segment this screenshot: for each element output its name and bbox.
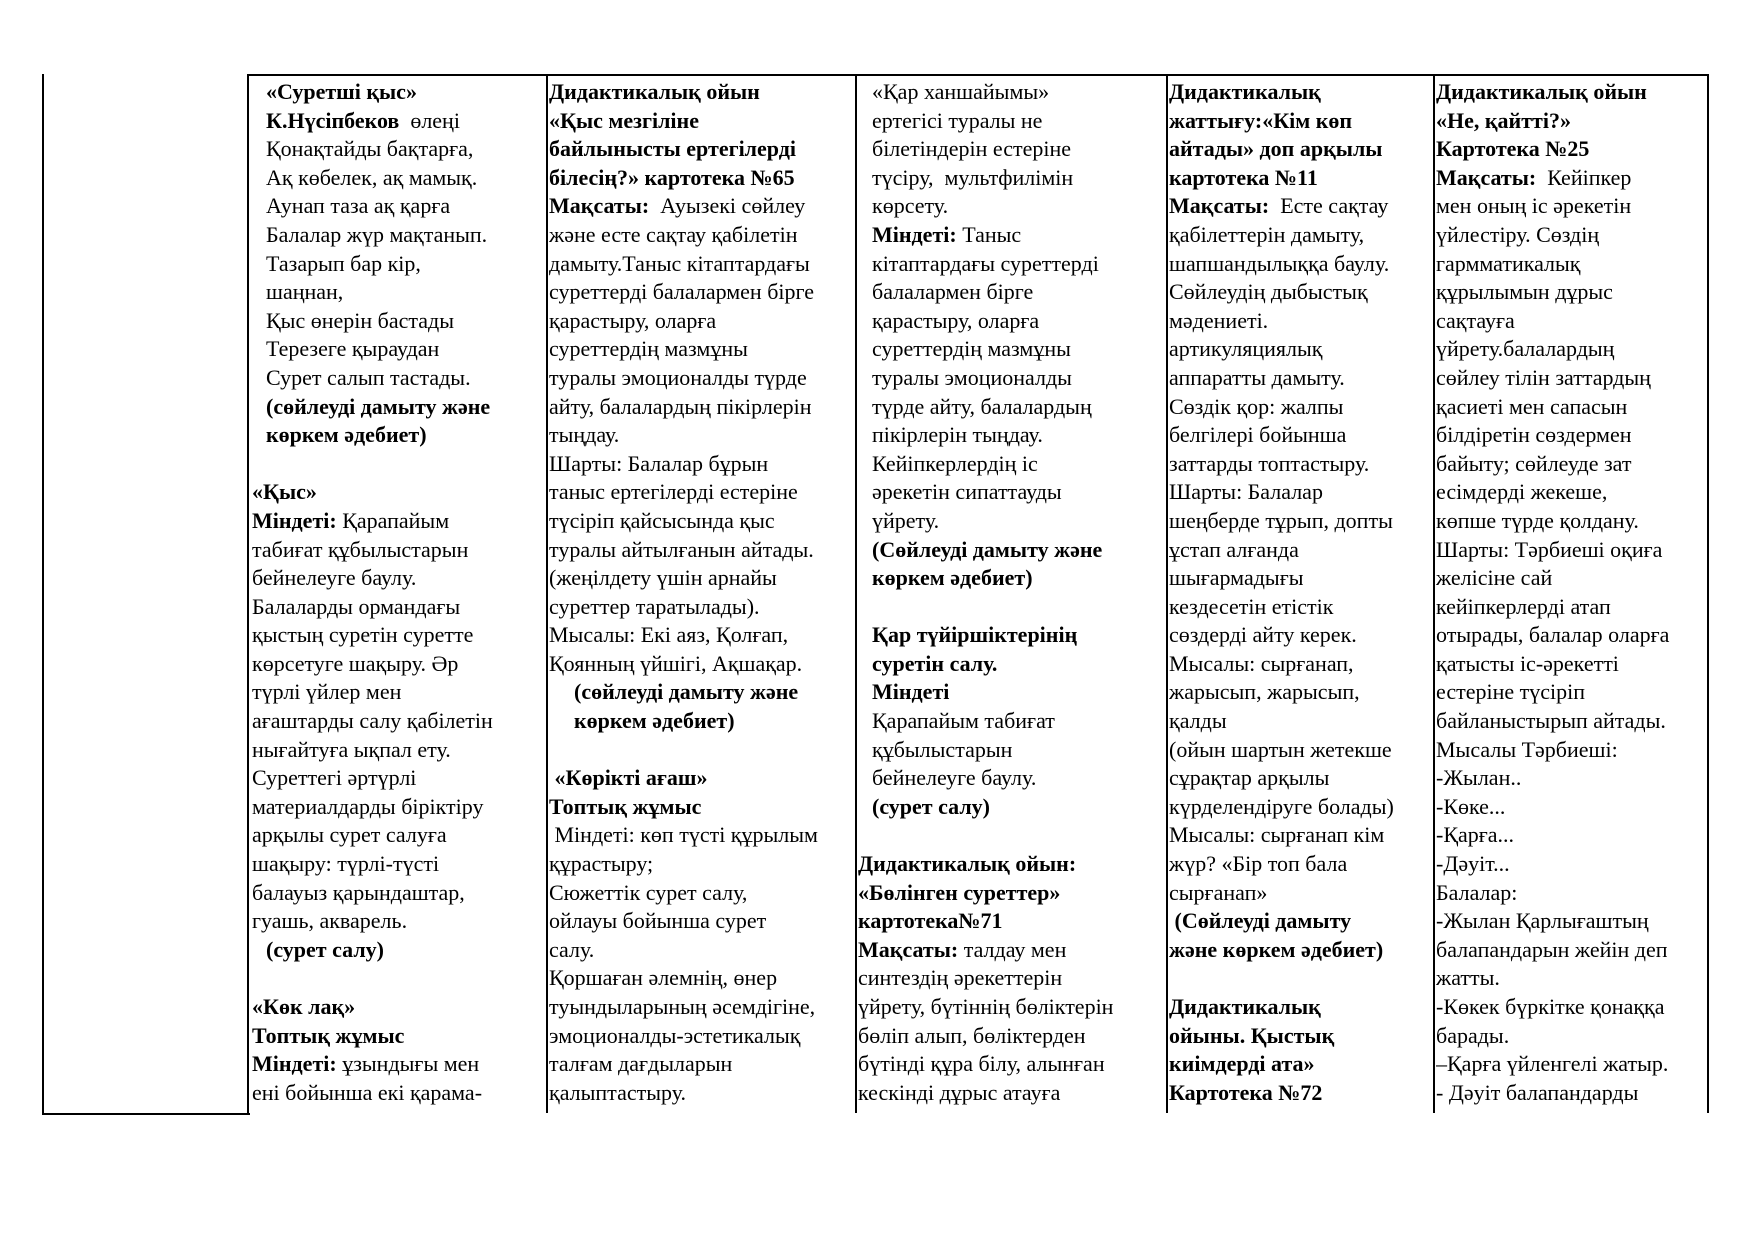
text-line: Мысалы: Екі аяз, Қолғап, — [549, 622, 789, 648]
line-text: Қарапайым — [336, 507, 450, 533]
table-left-border — [42, 74, 44, 1113]
column-divider — [546, 74, 548, 1113]
text-line — [858, 221, 1164, 250]
text-line: кездесетін етістік — [1169, 593, 1334, 619]
text-line: жаттығу:«Кім көп — [1169, 107, 1353, 133]
text-line: Қыс өнерін бастады — [266, 307, 454, 333]
column-divider — [247, 74, 249, 1113]
text-line: жарысып, жарысып, — [1169, 679, 1360, 705]
bold-label: Мақсаты: — [1436, 164, 1537, 190]
text-line: кейіпкерлерді атап — [1436, 593, 1611, 619]
table-cell-column-4 — [1169, 78, 1431, 1107]
text-line: жүр? «Бір топ бала — [1169, 851, 1348, 877]
text-line: айтады» доп арқылы — [1169, 136, 1383, 162]
text-line: Аунап таза ақ қарға — [266, 193, 451, 219]
text-line — [858, 936, 1164, 965]
text-line: сырғанап» — [1169, 879, 1268, 905]
text-line: кітаптардағы суреттерді — [872, 250, 1099, 276]
text-line: киімдерді ата» — [1169, 1051, 1315, 1077]
text-line: туралы эмоционалды — [872, 364, 1072, 390]
text-line: -Көкек бүркітке қонаққа — [1436, 994, 1665, 1019]
text-line: балауыз қарындаштар, — [252, 879, 465, 905]
text-line: көркем әдебиет) — [266, 422, 427, 448]
text-line: қарастыру, оларға — [549, 307, 717, 333]
text-line — [1169, 964, 1431, 993]
text-line: Балалар: — [1436, 879, 1518, 905]
text-line: талғам дағдыларын — [549, 1051, 733, 1077]
text-line: қыстың суретін суретте — [252, 622, 474, 648]
text-line: үйрету.балалардың — [1436, 336, 1615, 362]
text-line: Қонақтайды бақтарға, — [266, 136, 474, 162]
text-line: Қарапайым табиғат — [872, 708, 1055, 734]
bold-label: Міндеті: — [872, 221, 957, 247]
column-divider — [1166, 74, 1168, 1113]
text-line: Сөйлеудің дыбыстық — [1169, 279, 1368, 305]
table-cell-column-3 — [858, 78, 1164, 1107]
text-line: Міндеті: көп түсті құрылым — [549, 822, 818, 848]
text-line: үйрету, бүтіннің бөліктерін — [858, 994, 1114, 1019]
text-line — [1436, 164, 1706, 193]
bold-label: Міндеті: — [252, 1051, 337, 1077]
text-line: Шарты: Тәрбиеші оқиға — [1436, 536, 1663, 562]
text-line: (жеңілдету үшін арнайы — [549, 565, 777, 591]
table-right-border — [1707, 74, 1709, 1113]
text-line: отырады, балалар оларға — [1436, 622, 1670, 648]
text-line: айту, балалардың пікірлерін — [549, 393, 812, 419]
text-line: -Жылан.. — [1436, 765, 1522, 791]
text-line: салу. — [549, 936, 595, 962]
text-line: шығармадығы — [1169, 565, 1304, 591]
text-line: Мысалы: сырғанап кім — [1169, 822, 1385, 848]
text-line: аппаратты дамыту. — [1169, 364, 1345, 390]
text-line: эмоционалды-эстетикалық — [549, 1022, 801, 1048]
text-line — [252, 450, 544, 479]
text-line: барады. — [1436, 1022, 1510, 1048]
text-line: –Қарға үйленгелі жатыр. — [1436, 1051, 1669, 1077]
line-text: ұзындығы мен — [336, 1051, 480, 1077]
text-line: Қоянның үйшігі, Ақшақар. — [549, 650, 803, 676]
text-line: «Не, қайтті?» — [1436, 107, 1571, 133]
text-line: білдіретін сөздермен — [1436, 422, 1632, 448]
line-text: өлеңі — [399, 107, 460, 133]
text-line: құрылымын дұрыс — [1436, 279, 1613, 305]
text-line: байланыстырып айтады. — [1436, 708, 1666, 734]
text-line: -Жылан Қарлығаштың — [1436, 908, 1649, 934]
text-line: желісіне сай — [1436, 565, 1553, 591]
text-line: байлынысты ертегілерді — [549, 136, 796, 162]
text-line — [252, 107, 544, 136]
text-line: (сурет салу) — [266, 936, 385, 962]
text-line: туындыларының әсемдігіне, — [549, 994, 816, 1019]
text-line: (сөйлеуді дамыту және — [563, 679, 799, 705]
text-line: «Қар ханшайымы» — [872, 79, 1050, 104]
line-text: Ауызекі сөйлеу — [649, 193, 806, 219]
text-line: Қоршаған әлемнің, өнер — [549, 965, 778, 991]
text-line: «Суретші қыс» — [266, 79, 417, 104]
column-divider — [1433, 74, 1435, 1113]
text-line: Шарты: Балалар — [1169, 479, 1323, 505]
text-line: ойлауы бойынша сурет — [549, 908, 767, 934]
bold-label: Мақсаты: — [549, 193, 650, 219]
text-line: шақыру: түрлі-түсті — [252, 851, 440, 877]
text-line: көрсету. — [872, 193, 949, 219]
text-line: «Көрікті ағаш» — [549, 765, 708, 791]
text-line: Мысалы Тәрбиеші: — [1436, 736, 1618, 762]
text-line — [549, 192, 853, 221]
text-line: құбылыстарын — [872, 736, 1013, 762]
text-line: Дидактикалық — [1169, 79, 1321, 104]
text-line: бейнелеуге баулу. — [252, 565, 417, 591]
text-line — [858, 593, 1164, 622]
text-line: Мысалы: сырғанап, — [1169, 650, 1354, 676]
text-line: «Бөлінген суреттер» — [858, 879, 1061, 905]
text-line: гармматикалық — [1436, 250, 1581, 276]
text-line: Дидактикалық ойын — [1436, 79, 1647, 104]
text-line: сөйлеу тілін заттардың — [1436, 364, 1651, 390]
text-line: бөліп алып, бөліктерден — [858, 1022, 1086, 1048]
text-line: және есте сақтау қабілетін — [549, 221, 798, 247]
text-line: арқылы сурет салуға — [252, 822, 447, 848]
text-line: заттарды топтастыру. — [1169, 450, 1370, 476]
text-line: бейнелеуге баулу. — [872, 765, 1037, 791]
table-cell-column-5 — [1436, 78, 1706, 1107]
text-line — [549, 736, 853, 765]
text-line: білетіндерін естеріне — [872, 136, 1071, 162]
text-line: Сөздік қор: жалпы — [1169, 393, 1344, 419]
text-line — [1169, 192, 1431, 221]
text-line: туралы эмоционалды түрде — [549, 364, 807, 390]
text-line — [252, 964, 544, 993]
text-line: және көркем әдебиет) — [1169, 936, 1384, 962]
text-line: байыту; сөйлеуде зат — [1436, 450, 1632, 476]
text-line: сұрақтар арқылы — [1169, 765, 1330, 791]
text-line: балапандарын жейін деп — [1436, 936, 1668, 962]
text-line: білесің?» картотека №65 — [549, 164, 795, 190]
text-line: Міндеті — [872, 679, 950, 705]
text-line: күрделендіруге болады) — [1169, 793, 1394, 819]
line-text: Есте сақтау — [1269, 193, 1389, 219]
text-line: Терезеге қыраудан — [266, 336, 440, 362]
text-line: қабілеттерін дамыту, — [1169, 221, 1365, 247]
text-line: -Дәуіт... — [1436, 851, 1510, 877]
text-line: картотека№71 — [858, 908, 1003, 934]
bold-label: Мақсаты: — [858, 936, 959, 962]
text-line: суреттер таратылады). — [549, 593, 760, 619]
table-cell-column-1 — [252, 78, 544, 1107]
line-text: Кейіпкер — [1536, 164, 1632, 190]
text-line: мәдениеті. — [1169, 307, 1269, 333]
text-line: Сурет салып тастады. — [266, 364, 471, 390]
text-line: естеріне түсіріп — [1436, 679, 1585, 705]
text-line: сақтауға — [1436, 307, 1515, 333]
text-line: -Қарға... — [1436, 822, 1515, 848]
text-line: шеңберде тұрып, допты — [1169, 507, 1393, 533]
text-line — [252, 507, 544, 536]
text-line: Топтық жұмыс — [549, 793, 702, 819]
text-line: ұстап алғанда — [1169, 536, 1299, 562]
text-line: көркем әдебиет) — [563, 708, 735, 734]
text-line: үйлестіру. Сөздің — [1436, 221, 1600, 247]
text-line: материалдарды біріктіру — [252, 793, 484, 819]
column-divider — [855, 74, 857, 1113]
text-line: суреттердің мазмұны — [549, 336, 748, 362]
line-text: талдау мен — [958, 936, 1067, 962]
text-line: Кейіпкерлердің іс — [872, 450, 1038, 476]
text-line: шапшандылыққа баулу. — [1169, 250, 1390, 276]
text-line: таныс ертегілерді естеріне — [549, 479, 798, 505]
table-cell-column-2 — [549, 78, 853, 1107]
text-line: суреттерді балалармен бірге — [549, 279, 815, 305]
text-line: (сөйлеуді дамыту және — [266, 393, 491, 419]
text-line: түрде айту, балалардың — [872, 393, 1092, 419]
line-text: Таныс — [956, 221, 1022, 247]
text-line: әрекетін сипаттауды — [872, 479, 1062, 505]
text-line: Балалар жүр мақтанып. — [266, 221, 488, 247]
bold-label: К.Нүсіпбеков — [266, 107, 400, 133]
text-line: көркем әдебиет) — [872, 565, 1033, 591]
text-line: Шарты: Балалар бұрын — [549, 450, 769, 476]
text-line: Балаларды ормандағы — [252, 593, 461, 619]
text-line: түсіру, мультфилімін — [872, 164, 1074, 190]
text-line: (сурет салу) — [872, 793, 991, 819]
text-line: -Көке... — [1436, 793, 1506, 819]
text-line: суретін салу. — [872, 650, 998, 676]
text-line: қатысты іс-әрекетті — [1436, 650, 1619, 676]
text-line: сөздерді айту керек. — [1169, 622, 1357, 648]
text-line: ағаштарды салу қабілетін — [252, 708, 493, 734]
text-line: (Сөйлеуді дамыту — [1169, 908, 1352, 934]
text-line: Тазарып бар кір, — [266, 250, 421, 276]
text-line: Суреттегі әртүрлі — [252, 765, 417, 791]
text-line: белгілері бойынша — [1169, 422, 1347, 448]
table-bottom-border-left — [42, 1113, 250, 1115]
text-line — [858, 821, 1164, 850]
text-line: Дидактикалық — [1169, 994, 1321, 1019]
text-line: гуашь, акварель. — [252, 908, 408, 934]
text-line: суреттердің мазмұны — [872, 336, 1071, 362]
text-line: пікірлерін тыңдау. — [872, 422, 1043, 448]
text-line: - Дәуіт балапандарды — [1436, 1079, 1639, 1105]
text-line: қалды — [1169, 708, 1227, 734]
text-line: Қар түйіршіктерінің — [872, 622, 1078, 648]
text-line: картотека №11 — [1169, 164, 1318, 190]
text-line: Картотека №72 — [1169, 1079, 1323, 1105]
bold-label: Мақсаты: — [1169, 193, 1270, 219]
text-line: қасиеті мен сапасын — [1436, 393, 1628, 419]
text-line: жатты. — [1436, 965, 1500, 991]
text-line: мен оның іс әрекетін — [1436, 193, 1632, 219]
text-line: түсіріп қайсысында қыс — [549, 507, 775, 533]
text-line: Дидактикалық ойын — [549, 79, 760, 104]
text-line: көпше түрде қолдану. — [1436, 507, 1639, 533]
table-top-border — [247, 74, 1709, 76]
text-line: қалыптастыру. — [549, 1079, 686, 1105]
text-line: құрастыру; — [549, 851, 654, 877]
text-line: бүтінді құра білу, алынған — [858, 1051, 1105, 1077]
text-line: тыңдау. — [549, 422, 620, 448]
text-line: туралы айтылғанын айтады. — [549, 536, 814, 562]
text-line: үйрету. — [872, 507, 940, 533]
text-line: қарастыру, оларға — [872, 307, 1040, 333]
text-line: ойыны. Қыстық — [1169, 1022, 1335, 1048]
text-line: «Қыс» — [252, 479, 317, 505]
text-line: балалармен бірге — [872, 279, 1034, 305]
text-line: «Көк лақ» — [252, 994, 356, 1019]
text-line: кескінді дұрыс атауға — [858, 1079, 1061, 1105]
text-line: Картотека №25 — [1436, 136, 1590, 162]
text-line: Сюжеттік сурет салу, — [549, 879, 748, 905]
text-line — [252, 1050, 544, 1079]
text-line: көрсетуге шақыру. Әр — [252, 650, 459, 676]
text-line: дамыту.Таныс кітаптардағы — [549, 250, 810, 276]
text-line: «Қыс мезгіліне — [549, 107, 699, 133]
text-line: синтездің әрекеттерін — [858, 965, 1063, 991]
text-line: түрлі үйлер мен — [252, 679, 402, 705]
text-line: (ойын шартын жетекше — [1169, 736, 1392, 762]
text-line: табиғат құбылыстарын — [252, 536, 469, 562]
text-line: Ақ көбелек, ақ мамық. — [266, 164, 478, 190]
text-line: ені бойынша екі қарама- — [252, 1079, 483, 1105]
text-line: (Сөйлеуді дамыту және — [872, 536, 1103, 562]
text-line: ертегісі туралы не — [872, 107, 1043, 133]
text-line: шаңнан, — [266, 279, 344, 305]
text-line: артикуляциялық — [1169, 336, 1323, 362]
text-line: Дидактикалық ойын: — [858, 851, 1077, 877]
text-line: есімдерді жекеше, — [1436, 479, 1608, 505]
text-line: Топтық жұмыс — [252, 1022, 405, 1048]
text-line: нығайтуға ықпал ету. — [252, 736, 451, 762]
bold-label: Міндеті: — [252, 507, 337, 533]
